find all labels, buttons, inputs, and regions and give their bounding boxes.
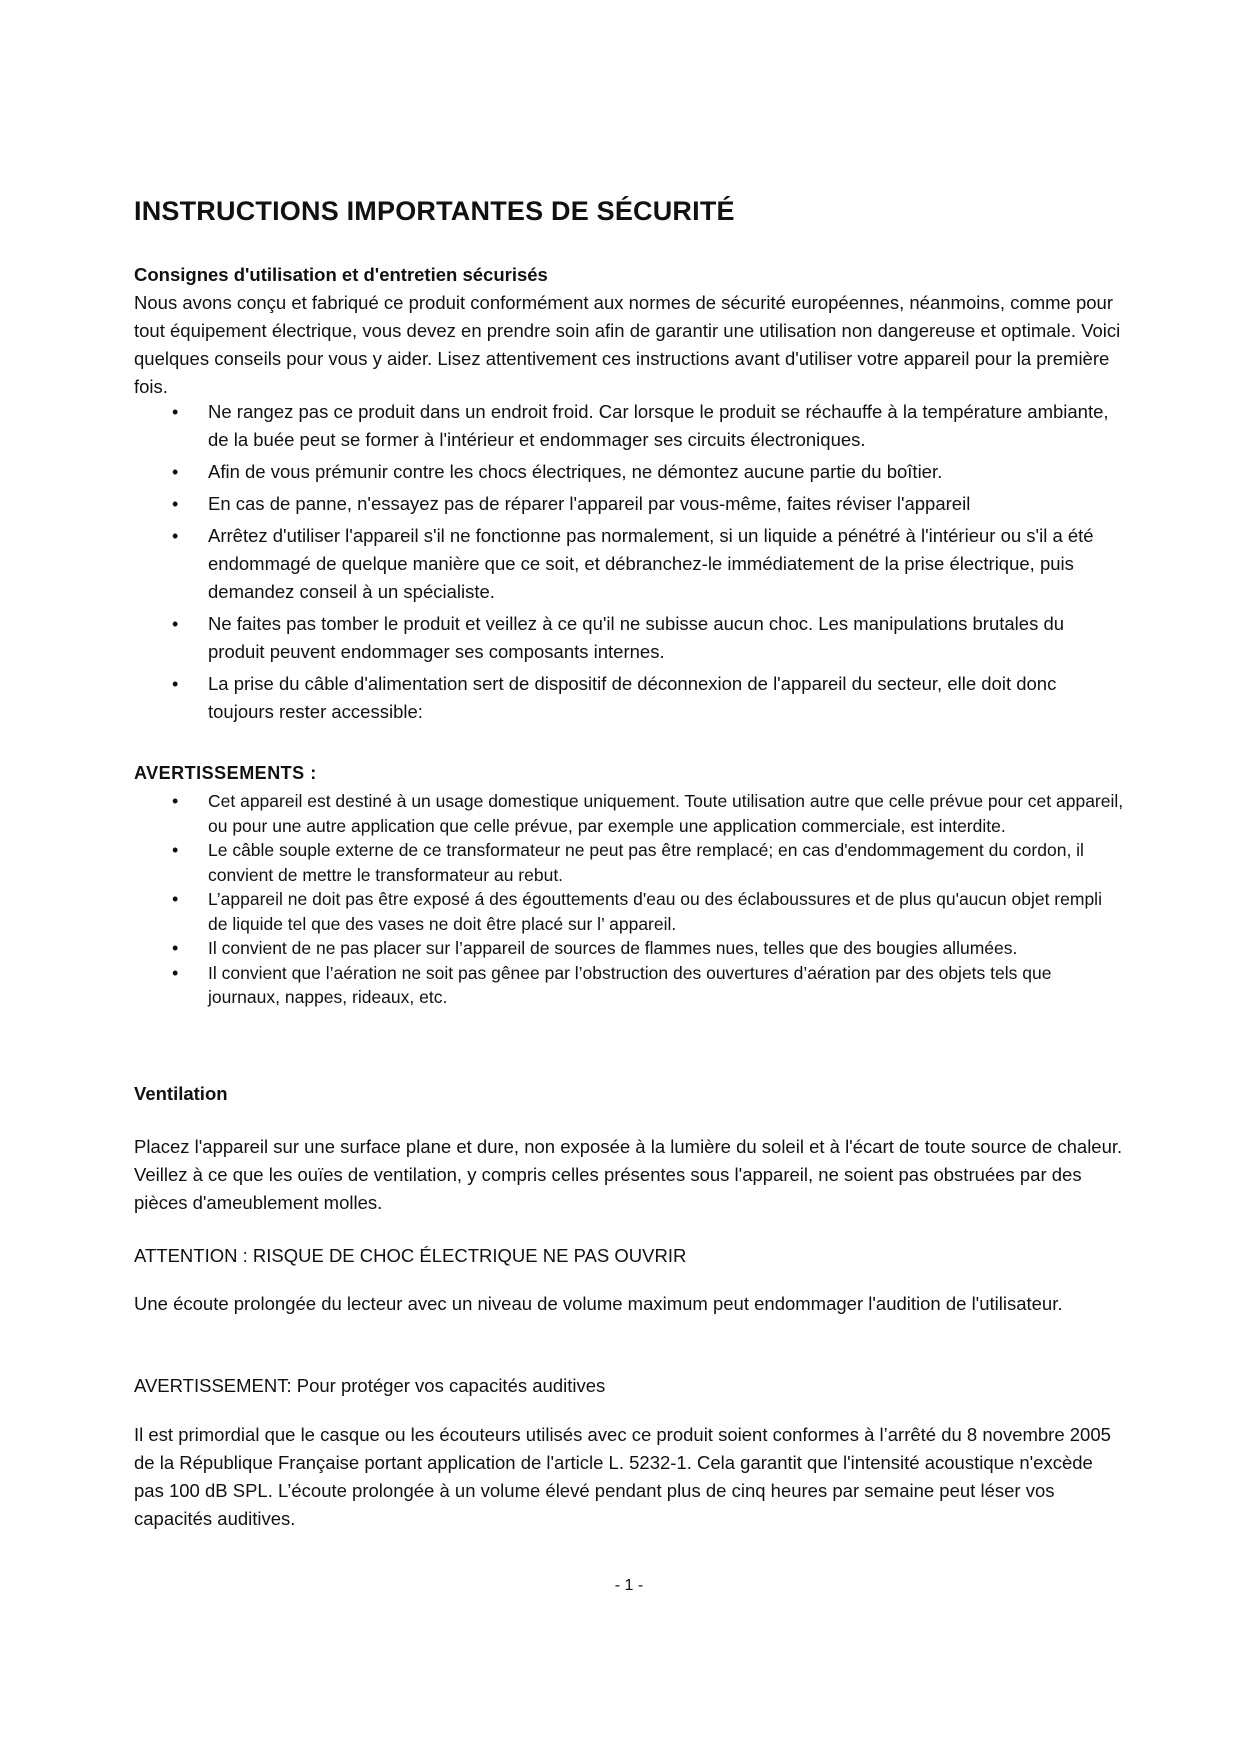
hearing-warning-heading: AVERTISSEMENT: Pour protéger vos capacités auditives [134,1375,606,1396]
list-item [134,398,1124,454]
safety-bullet-list [134,398,1124,730]
bullet-icon: • [172,614,179,634]
bullet-icon: • [172,402,179,422]
list-item [134,490,1124,518]
volume-warning-paragraph: Une écoute prolongée du lecteur avec un niveau de volume maximum peut endommager l'audition de l'utilisateur. [134,1293,1063,1314]
safety-intro-paragraph: Nous avons conçu et fabriqué ce produit conformément aux normes de sécurité européennes, néanmoins, comme pour tout équipement électrique, vous devez en prendre soin afin de garantir une utilisation non dangereuse et optimale. Voici quelques conseils pour vous y aider. Lisez attentivement ces instructions avant d'utiliser votre appareil pour la première fois. [134,292,1121,397]
electric-shock-warning: ATTENTION : RISQUE DE CHOC ÉLECTRIQUE NE PAS OUVRIR [134,1245,687,1266]
warnings-bullet-list [134,789,1124,1010]
list-item [134,610,1124,666]
list-item [134,789,1124,838]
list-item-text: Ne rangez pas ce produit dans un endroit froid. Car lorsque le produit se réchauffe à la température ambiante, de la buée peut se former à l'intérieur et endommager ses circuits électroniques. [208,401,1109,450]
list-item [134,936,1124,961]
list-item-text: Afin de vous prémunir contre les chocs électriques, ne démontez aucune partie du boîtier. [208,461,943,482]
safety-usage-heading: Consignes d'utilisation et d'entretien sécurisés [134,264,548,285]
list-item-text: Arrêtez d'utiliser l'appareil s'il ne fonctionne pas normalement, si un liquide a pénétré à l'intérieur ou s'il a été endommagé de quelque manière que ce soit, et débranchez-le immédiatement de la prise électrique, puis demandez conseil à un spécialiste. [208,525,1094,602]
list-item [134,458,1124,486]
list-item-text: Il convient que l’aération ne soit pas gênee par l’obstruction des ouvertures d’aération par des objets tels que journaux, nappes, rideaux, etc. [208,962,1052,1007]
list-item [134,961,1124,1010]
list-item [134,838,1124,887]
list-item-text: En cas de panne, n'essayez pas de réparer l'appareil par vous-même, faites réviser l'appareil [208,493,971,514]
hearing-law-paragraph: Il est primordial que le casque ou les écouteurs utilisés avec ce produit soient conformes à l’arrêté du 8 novembre 2005 de la République Française portant application de l'article L. 5232-1. Cela garantit que l'intensité acoustique n'excède pas 100 dB SPL. L’écoute prolongée à un volume élevé pendant plus de cinq heures par semaine peut léser vos capacités auditives. [134,1424,1111,1529]
bullet-icon: • [172,674,179,694]
page-number: - 1 - [614,1577,644,1594]
list-item [134,887,1124,936]
bullet-icon: • [172,889,179,909]
bullet-icon: • [172,526,179,546]
list-item-text: Ne faites pas tomber le produit et veillez à ce qu'il ne subisse aucun choc. Les manipulations brutales du produit peuvent endommager ses composants internes. [208,613,1065,662]
ventilation-heading: Ventilation [134,1083,228,1104]
list-item [134,522,1124,606]
ventilation-paragraph: Placez l'appareil sur une surface plane et dure, non exposée à la lumière du soleil et à l'écart de toute source de chaleur. Veillez à ce que les ouïes de ventilation, y compris celles présentes sous l'appareil, ne soient pas obstruées par des pièces d'ameublement molles. [134,1136,1123,1213]
bullet-icon: • [172,791,179,811]
list-item [134,670,1124,726]
list-item-text: Le câble souple externe de ce transformateur ne peut pas être remplacé; en cas d'endommagement du cordon, il convient de mettre le transformateur au rebut. [208,840,1084,885]
list-item-text: Cet appareil est destiné à un usage domestique uniquement. Toute utilisation autre que celle prévue pour cet appareil, ou pour une autre application que celle prévue, par exemple une application commerciale, est interdite. [208,791,1124,836]
bullet-icon: • [172,938,179,958]
bullet-icon: • [172,494,179,514]
bullet-icon: • [172,962,179,983]
bullet-icon: • [172,462,179,482]
list-item-text: Il convient de ne pas placer sur l’appareil de sources de flammes nues, telles que des bougies allumées. [208,938,1018,958]
list-item-text: L’appareil ne doit pas être exposé á des égouttements d'eau ou des éclaboussures et de plus qu'aucun objet rempli de liquide tel que des vases ne doit être placé sur l’ appareil. [208,889,1102,934]
bullet-icon: • [172,840,179,860]
document-title: INSTRUCTIONS IMPORTANTES DE SÉCURITÉ [134,196,735,226]
list-item-text: La prise du câble d'alimentation sert de dispositif de déconnexion de l'appareil du secteur, elle doit donc toujours rester accessible: [208,673,1057,722]
warnings-heading: AVERTISSEMENTS : [134,763,317,783]
